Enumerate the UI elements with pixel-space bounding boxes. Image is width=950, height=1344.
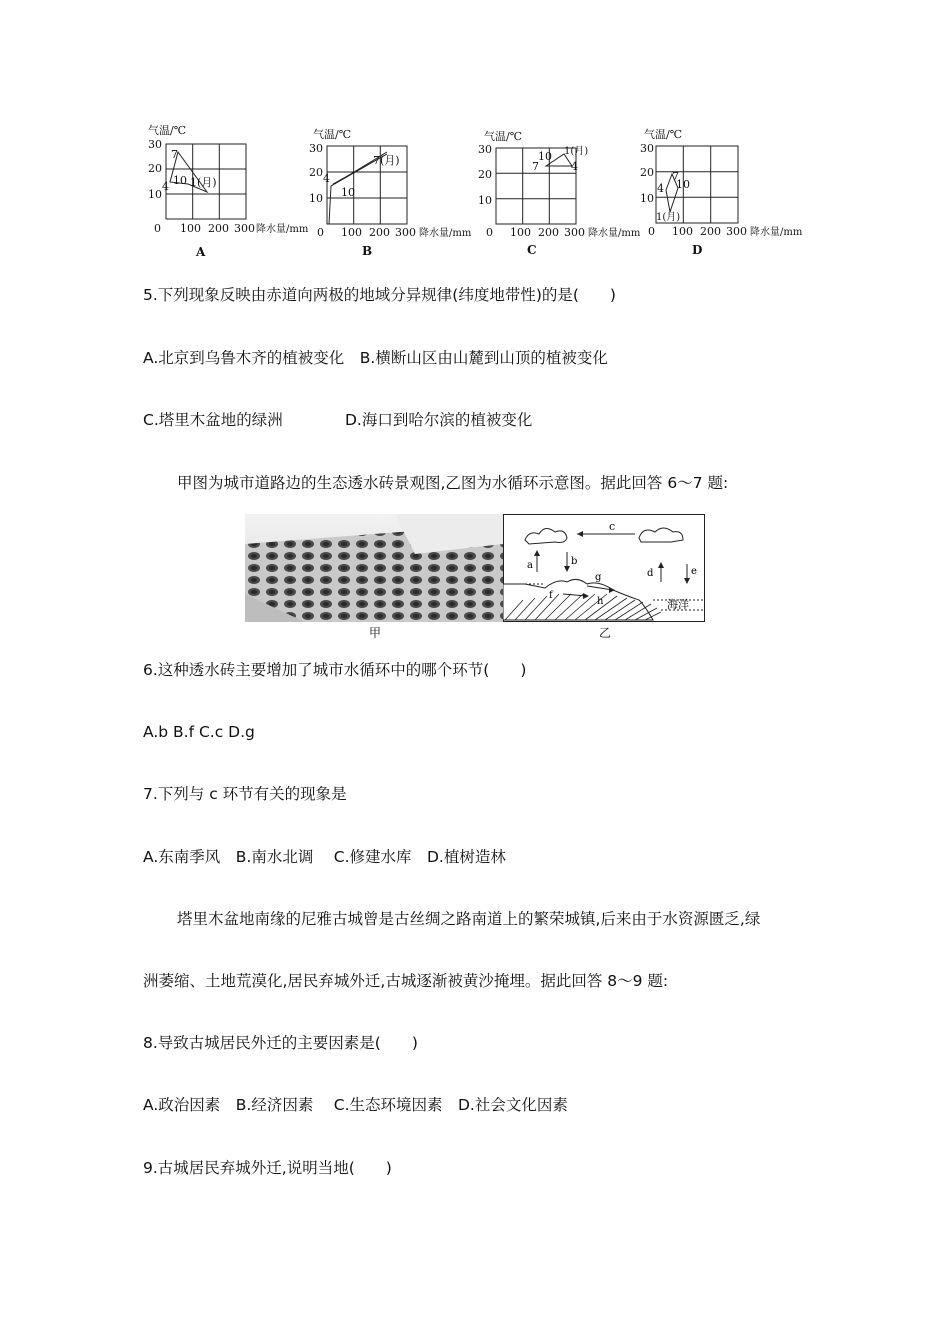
y-tick-30: 30 — [640, 142, 654, 155]
label-b: b — [571, 556, 578, 567]
x-tick-300: 300 — [395, 226, 416, 239]
climate-chart-b-svg — [307, 124, 472, 264]
month-label: 10 — [538, 150, 552, 163]
month-label: 4 — [323, 172, 330, 185]
label-sea: 海洋 — [667, 598, 689, 611]
permeable-brick-photo — [245, 514, 503, 622]
question-6-options: A.b B.f C.c D.g — [143, 723, 255, 741]
month-label: 7(月) — [373, 154, 400, 167]
x-tick-300: 300 — [564, 226, 585, 239]
x-tick-0: 0 — [648, 225, 655, 238]
climate-chart-d-svg — [636, 124, 803, 264]
chart-letter: C — [527, 243, 537, 257]
x-tick-100: 100 — [672, 225, 693, 238]
label-h: h — [597, 596, 604, 607]
label-d: d — [647, 568, 654, 579]
month-label: 7 — [532, 160, 539, 173]
label-e: e — [691, 566, 697, 577]
y-tick-10: 10 — [309, 192, 323, 205]
x-tick-0: 0 — [154, 222, 161, 235]
chart-letter: A — [196, 245, 206, 259]
label-c: c — [609, 520, 616, 533]
figure-jia-photo — [245, 514, 503, 640]
y-tick-20: 20 — [148, 162, 162, 175]
x-axis-title: 降水量/mm — [750, 227, 803, 238]
x-tick-200: 200 — [700, 225, 721, 238]
y-tick-20: 20 — [640, 166, 654, 179]
chart-letter: B — [362, 244, 373, 258]
label-g: g — [595, 572, 602, 583]
month-label: 1(月) — [656, 212, 681, 223]
y-axis-title: 气温/℃ — [484, 130, 523, 143]
question-5-option-d: D.海口到哈尔滨的植被变化 — [345, 411, 533, 429]
intro-questions-8-9-line1: 塔里木盆地南缘的尼雅古城曾是古丝绸之路南道上的繁荣城镇,后来由于水资源匮乏,绿 — [177, 910, 761, 928]
label-a: a — [527, 560, 533, 571]
x-axis-title: 降水量/mm — [588, 228, 641, 239]
month-label: 4 — [571, 160, 578, 173]
x-axis-title: 降水量/mm — [256, 224, 309, 235]
climate-chart-b — [307, 124, 472, 268]
x-tick-100: 100 — [510, 226, 531, 239]
chart-letter: D — [692, 243, 703, 257]
caption-jia: 甲 — [369, 626, 382, 640]
y-axis-title: 气温/℃ — [148, 124, 187, 137]
y-axis-title: 气温/℃ — [313, 128, 352, 141]
question-5-option-c: C.塔里木盆地的绿洲 — [143, 411, 283, 429]
question-9-stem: 9.古城居民弃城外迁,说明当地( ) — [143, 1159, 392, 1177]
y-tick-20: 20 — [478, 168, 492, 181]
month-label: 1(月) — [564, 146, 589, 157]
caption-yi: 乙 — [599, 626, 612, 640]
figure-yi-diagram — [503, 514, 705, 640]
x-tick-100: 100 — [341, 226, 362, 239]
x-tick-100: 100 — [180, 222, 201, 235]
label-f: f — [549, 590, 553, 601]
climate-chart-a-svg — [140, 120, 309, 260]
y-tick-30: 30 — [148, 138, 162, 151]
x-tick-200: 200 — [208, 222, 229, 235]
question-6-stem: 6.这种透水砖主要增加了城市水循环中的哪个环节( ) — [143, 661, 527, 679]
water-cycle-diagram — [503, 514, 705, 622]
question-5-options-ab: A.北京到乌鲁木齐的植被变化 B.横断山区由山麓到山顶的植被变化 — [143, 349, 608, 367]
month-label: 7 — [672, 170, 679, 183]
x-tick-0: 0 — [317, 226, 324, 239]
climate-chart-c — [476, 126, 641, 270]
question-7-options: A.东南季风 B.南水北调 C.修建水库 D.植树造林 — [143, 848, 506, 866]
month-label: 4 — [657, 182, 664, 195]
month-label: 1(月) — [190, 176, 217, 189]
x-tick-300: 300 — [726, 225, 747, 238]
month-label: 10 — [341, 186, 355, 199]
month-label: 7 — [171, 148, 178, 161]
month-label: 10 — [676, 178, 690, 191]
y-tick-10: 10 — [640, 192, 654, 205]
question-5-stem: 5.下列现象反映由赤道向两极的地域分异规律(纬度地带性)的是( ) — [143, 286, 616, 304]
climate-chart-c-svg — [476, 126, 641, 266]
x-tick-200: 200 — [538, 226, 559, 239]
question-7-stem: 7.下列与 c 环节有关的现象是 — [143, 785, 347, 803]
intro-questions-8-9-line2: 洲萎缩、土地荒漠化,居民弃城外迁,古城逐渐被黄沙掩埋。据此回答 8～9 题: — [143, 972, 669, 990]
climate-chart-a — [140, 120, 309, 264]
climate-chart-d — [636, 124, 803, 268]
y-tick-30: 30 — [478, 143, 492, 156]
month-label: 4 — [162, 180, 169, 193]
x-axis-title: 降水量/mm — [419, 228, 472, 239]
month-label: 10 — [173, 174, 187, 187]
y-axis-title: 气温/℃ — [644, 128, 683, 141]
y-tick-20: 20 — [309, 166, 323, 179]
x-tick-200: 200 — [369, 226, 390, 239]
y-tick-10: 10 — [148, 188, 162, 201]
intro-questions-6-7: 甲图为城市道路边的生态透水砖景观图,乙图为水循环示意图。据此回答 6～7 题: — [177, 474, 729, 492]
question-8-options: A.政治因素 B.经济因素 C.生态环境因素 D.社会文化因素 — [143, 1096, 568, 1114]
x-tick-0: 0 — [486, 226, 493, 239]
y-tick-10: 10 — [478, 194, 492, 207]
x-tick-300: 300 — [234, 222, 255, 235]
y-tick-30: 30 — [309, 142, 323, 155]
question-8-stem: 8.导致古城居民外迁的主要因素是( ) — [143, 1034, 418, 1052]
